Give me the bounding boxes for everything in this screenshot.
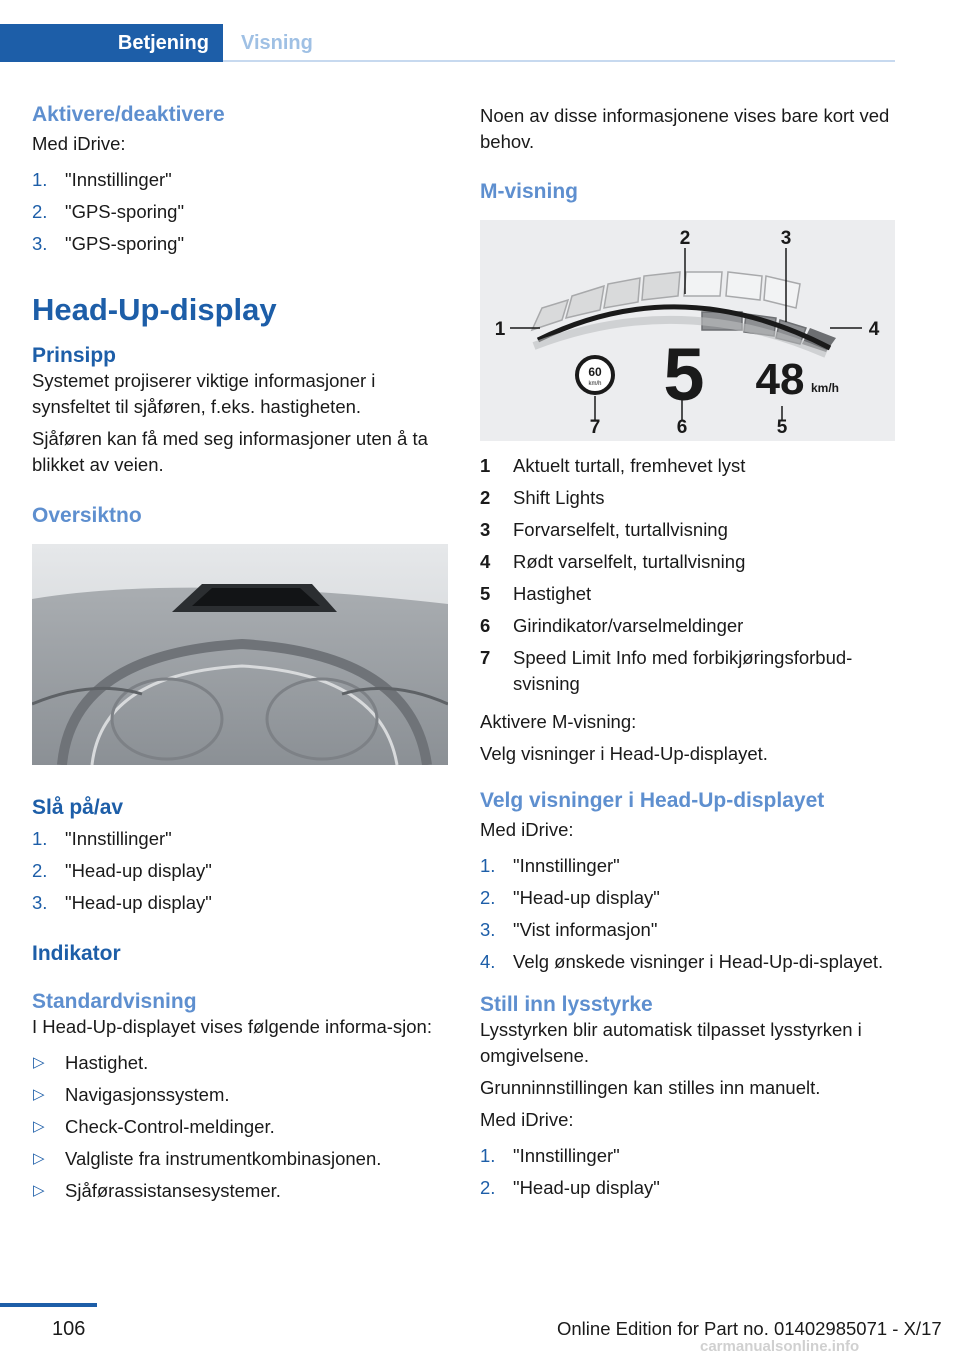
list-item: 2. "GPS-sporing": [32, 201, 185, 222]
aktivere-m-p2: Velg visninger i Head-Up-displayet.: [480, 743, 768, 764]
aktivere-steps: [32, 167, 448, 257]
list-item: 1. "Innstillinger": [32, 828, 172, 849]
legend-item: 6 Girindikator/varselmeldinger: [480, 615, 744, 636]
heading-m-visning: M-visning: [480, 180, 578, 203]
list-item: 3. "Vist informasjon": [480, 919, 658, 940]
standard-intro: I Head-Up-displayet vises følgende informa-sjon:: [32, 1016, 432, 1037]
list-item: 2. "Head-up display": [480, 1177, 660, 1198]
speed-unit: km/h: [810, 381, 840, 395]
lys-steps: [480, 1143, 896, 1201]
list-item: 3. "Head-up display": [32, 892, 212, 913]
lys-p1: Lysstyrken blir automatisk tilpasset lysstyrken i omgivelsene.: [480, 1019, 862, 1066]
list-item: 1. "Innstillinger": [480, 1145, 620, 1166]
heading-aktivere: Aktivere/deaktivere: [32, 103, 225, 126]
list-item: 3. "GPS-sporing": [32, 233, 185, 254]
legend-item: 1 Aktuelt turtall, fremhevet lyst: [480, 455, 746, 476]
aktivere-m-p1: Aktivere M-visning:: [480, 711, 637, 732]
prinsipp-p1: Systemet projiserer viktige informasjoner i synsfeltet til sjåføren, f.eks. hastigheten.: [32, 370, 376, 417]
right-intro: Noen av disse informasjonene vises bare kort ved behov.: [480, 105, 890, 152]
list-item: 1. "Innstillinger": [480, 855, 620, 876]
dashboard-illustration: [32, 544, 448, 765]
list-item: ▷ Navigasjonssystem.: [33, 1084, 230, 1105]
heading-oversikt: Oversiktno: [32, 504, 142, 527]
velg-intro: Med iDrive:: [480, 819, 574, 840]
list-item: 2. "Head-up display": [32, 860, 212, 881]
callout-2: 2: [679, 228, 691, 249]
watermark: carmanualsonline.info: [700, 1338, 860, 1355]
aktivere-intro: Med iDrive:: [32, 133, 126, 154]
speed-limit-value: 60: [588, 365, 602, 379]
lys-p2: Grunninnstillingen kan stilles inn manuelt.: [480, 1077, 821, 1098]
speed-limit-unit: km/h: [588, 381, 602, 387]
list-item: ▷ Valgliste fra instrumentkombinasjonen.: [33, 1148, 382, 1169]
heading-prinsipp: Prinsipp: [32, 344, 117, 367]
page-number: 106: [52, 1318, 86, 1340]
edition-text: Online Edition for Part no. 01402985071 - X/17: [557, 1318, 942, 1339]
left-column: [32, 100, 448, 1210]
header-tabs: [0, 24, 960, 62]
hud-dashboard-image: [32, 544, 448, 765]
heading-indikator: Indikator: [32, 942, 121, 965]
heading-slaa-paa-av: Slå på/av: [32, 796, 124, 819]
tab-betjening[interactable]: Betjening: [0, 24, 223, 62]
heading-velg-visninger: Velg visninger i Head-Up-displayet: [480, 789, 825, 812]
m-visning-illustration: [480, 220, 895, 441]
list-item: ▷ Hastighet.: [33, 1052, 149, 1073]
callout-3: 3: [780, 228, 792, 249]
heading-head-up-display: Head-Up-display: [32, 292, 277, 327]
tab-visning[interactable]: Visning: [241, 32, 313, 54]
list-item: 2. "Head-up display": [480, 887, 660, 908]
speed-value: 48: [755, 355, 805, 404]
callout-4: 4: [868, 319, 880, 340]
velg-steps: [480, 853, 896, 975]
callout-6: 6: [676, 417, 688, 438]
footer-rule: [0, 1303, 97, 1307]
lys-intro: Med iDrive:: [480, 1109, 574, 1130]
list-item: ▷ Check-Control-meldinger.: [33, 1116, 275, 1137]
header-rule: [223, 60, 895, 62]
list-item: 4. Velg ønskede visninger i Head-Up-di-splayet.: [480, 951, 884, 972]
heading-standardvisning: Standardvisning: [32, 990, 197, 1013]
figure-legend: [480, 453, 896, 697]
legend-item: 7 Speed Limit Info med forbikjøringsforbud-svisning: [480, 647, 853, 694]
heading-lysstyrke: Still inn lysstyrke: [480, 993, 653, 1016]
right-column: [480, 100, 896, 1207]
m-visning-figure: [480, 220, 895, 441]
callout-1: 1: [494, 319, 506, 340]
list-item: ▷ Sjåførassistansesystemer.: [33, 1180, 281, 1201]
slaa-steps: [32, 826, 448, 916]
legend-item: 2 Shift Lights: [480, 487, 605, 508]
gear-indicator: 5: [663, 333, 705, 416]
standard-items: [32, 1050, 448, 1204]
legend-item: 3 Forvarselfelt, turtallvisning: [480, 519, 728, 540]
callout-5: 5: [776, 417, 788, 438]
legend-item: 5 Hastighet: [480, 583, 592, 604]
callout-7: 7: [589, 417, 601, 438]
legend-item: 4 Rødt varselfelt, turtallvisning: [480, 551, 746, 572]
prinsipp-p2: Sjåføren kan få med seg informasjoner uten å ta blikket av veien.: [32, 428, 428, 475]
list-item: 1. "Innstillinger": [32, 169, 172, 190]
